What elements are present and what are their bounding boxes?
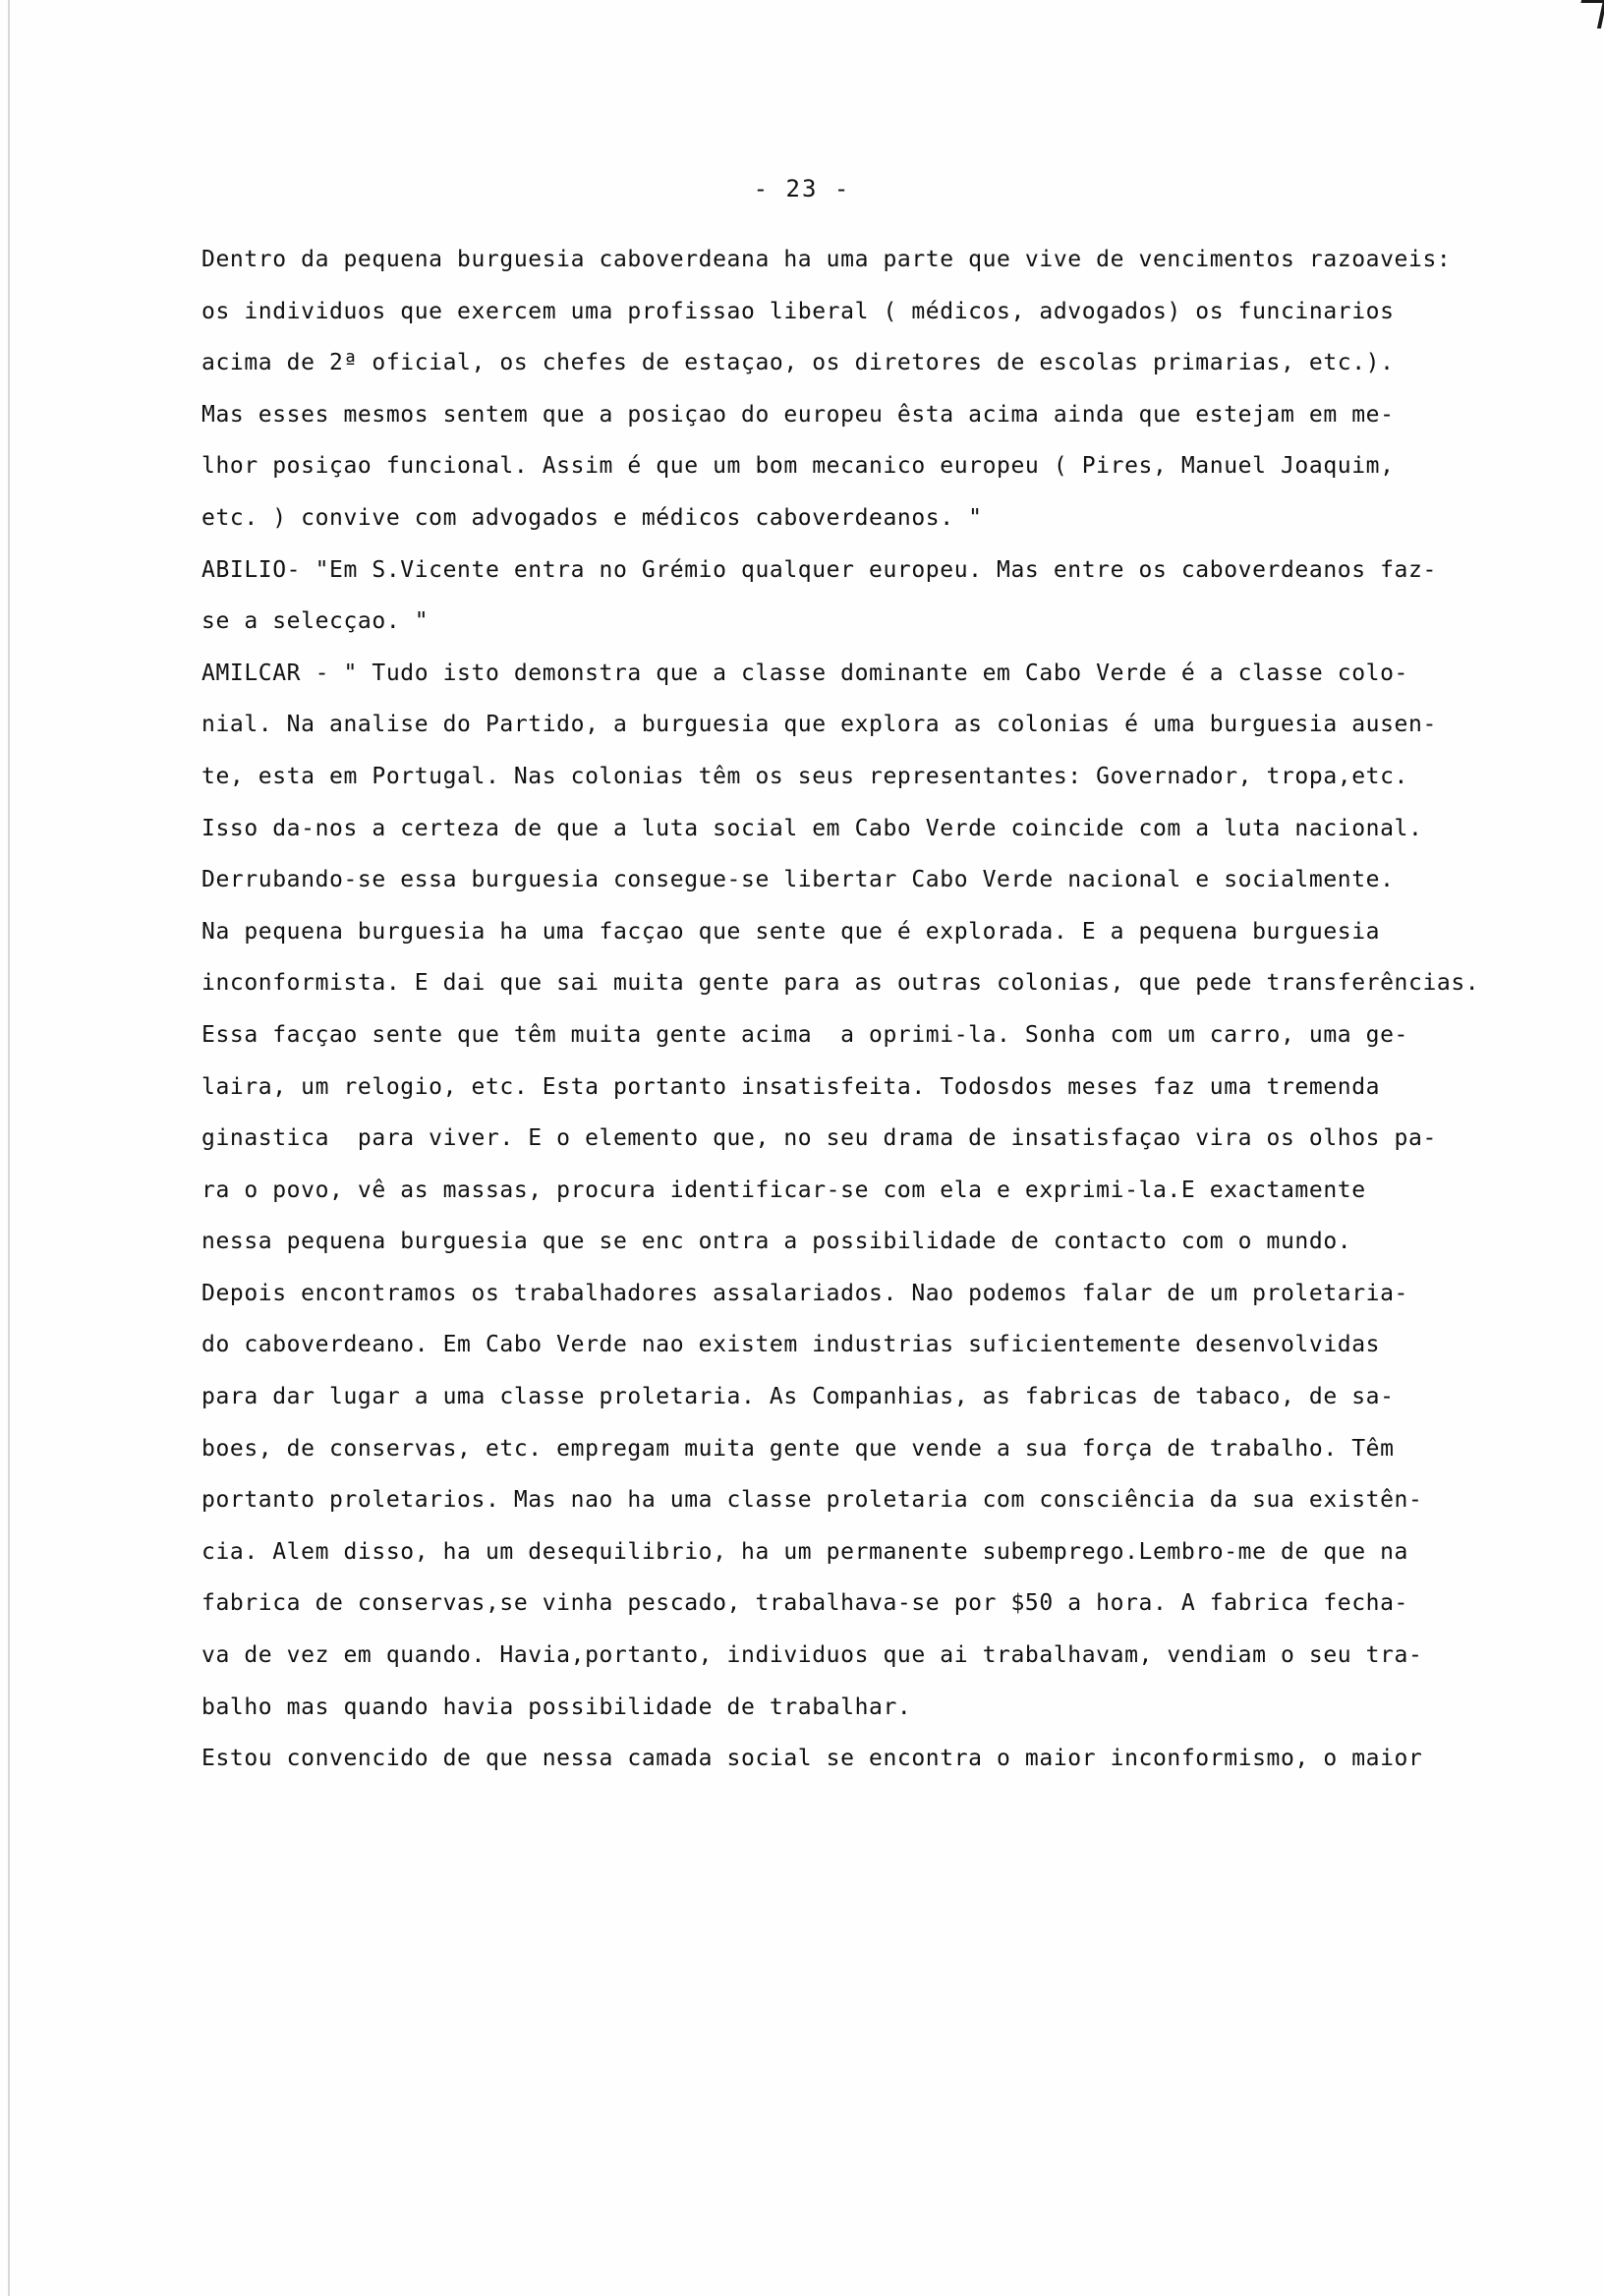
text-line: fabrica de conservas,se vinha pescado, trabalhava-se por $50 a hora. A fabrica fecha- xyxy=(201,1590,1409,1617)
text-line: Mas esses mesmos sentem que a posiçao do europeu êsta acima ainda que estejam em me- xyxy=(201,401,1395,428)
text-line: ginastica para viver. E o elemento que, no seu drama de insatisfaçao vira os olhos pa- xyxy=(201,1125,1437,1152)
text-line: os individuos que exercem uma profissao liberal ( médicos, advogados) os funcinarios xyxy=(201,298,1395,324)
text-line: Depois encontramos os trabalhadores assalariados. Nao podemos falar de um proletaria- xyxy=(201,1280,1409,1306)
text-line: do caboverdeano. Em Cabo Verde nao existem industrias suficientemente desenvolvidas xyxy=(201,1332,1381,1358)
text-line: Na pequena burguesia ha uma facçao que sente que é explorada. E a pequena burguesia xyxy=(201,918,1381,945)
text-line: etc. ) convive com advogados e médicos caboverdeanos. " xyxy=(201,504,983,531)
text-line: Isso da-nos a certeza de que a luta social em Cabo Verde coincide com a luta nacional. xyxy=(201,815,1423,841)
corner-fold-mark xyxy=(1575,0,1604,29)
text-line: Essa facçao sente que têm muita gente acima a oprimi-la. Sonha com um carro, uma ge- xyxy=(201,1021,1409,1048)
text-line: se a selecçao. " xyxy=(201,608,430,635)
text-line: te, esta em Portugal. Nas colonias têm os seus representantes: Governador, tropa,etc. xyxy=(201,763,1409,789)
text-line: balho mas quando havia possibilidade de trabalhar. xyxy=(201,1693,912,1720)
page-edge-shadow xyxy=(8,0,10,2296)
text-line: nial. Na analise do Partido, a burguesia que explora as colonias é uma burguesia ausen- xyxy=(201,712,1437,738)
text-line: portanto proletarios. Mas nao ha uma classe proletaria com consciência da sua existên- xyxy=(201,1487,1423,1514)
text-line: lhor posiçao funcional. Assim é que um bom mecanico europeu ( Pires, Manuel Joaquim, xyxy=(201,453,1395,480)
text-line: cia. Alem disso, ha um desequilibrio, ha um permanente subemprego.Lembro-me de que na xyxy=(201,1538,1409,1565)
text-line: para dar lugar a uma classe proletaria. As Companhias, as fabricas de tabaco, de sa- xyxy=(201,1384,1395,1410)
text-line: laira, um relogio, etc. Esta portanto insatisfeita. Todosdos meses faz uma tremenda xyxy=(201,1073,1381,1100)
text-line: Dentro da pequena burguesia caboverdeana ha uma parte que vive de vencimentos razoaveis: xyxy=(201,247,1452,272)
text-line: nessa pequena burguesia que se enc ontra a possibilidade de contacto com o mundo. xyxy=(201,1229,1352,1255)
text-line: inconformista. E dai que sai muita gente para as outras colonias, que pede transferências. xyxy=(201,970,1480,997)
text-line: Estou convencido de que nessa camada social se encontra o maior inconformismo, o maior xyxy=(201,1746,1423,1772)
text-line: ra o povo, vê as massas, procura identificar-se com ela e exprimi-la.E exactamente xyxy=(201,1177,1366,1203)
text-line: acima de 2ª oficial, os chefes de estaçao, os diretores de escolas primarias, etc.). xyxy=(201,350,1395,376)
text-line: AMILCAR - " Tudo isto demonstra que a classe dominante em Cabo Verde é a classe colo- xyxy=(201,660,1409,686)
text-line: ABILIO- "Em S.Vicente entra no Grémio qualquer europeu. Mas entre os caboverdeanos faz- xyxy=(201,556,1437,583)
text-line: boes, de conservas, etc. empregam muita gente que vende a sua força de trabalho. Têm xyxy=(201,1435,1395,1462)
page-number: - 23 - xyxy=(753,175,851,202)
text-line: Derrubando-se essa burguesia consegue-se libertar Cabo Verde nacional e socialmente. xyxy=(201,867,1395,893)
text-line: va de vez em quando. Havia,portanto, individuos que ai trabalhavam, vendiam o seu tra- xyxy=(201,1642,1423,1669)
body-text xyxy=(201,234,1577,1785)
